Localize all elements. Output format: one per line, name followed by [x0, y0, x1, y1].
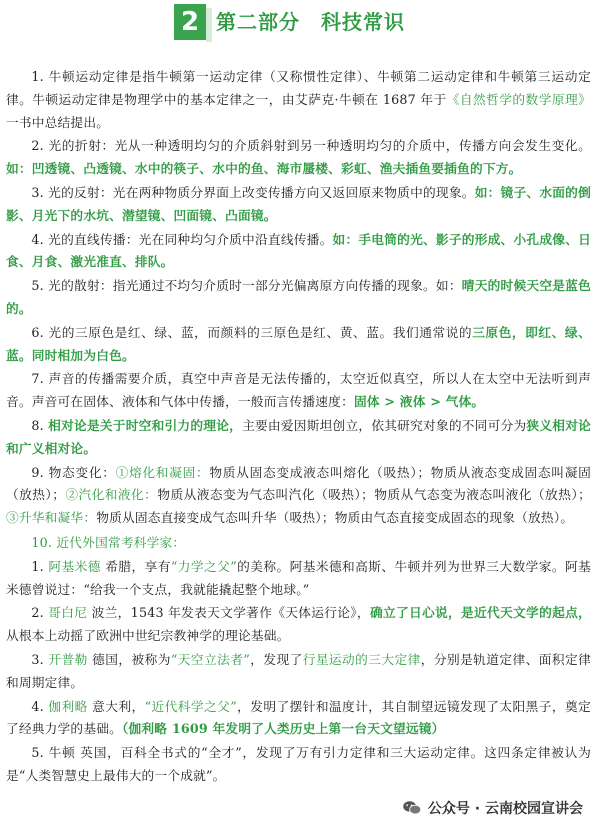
- scientist-4-note: （伽利略 1609 年发明了人类历史上第一台天文望远镜）: [122, 721, 445, 737]
- article-body: [6, 66, 591, 789]
- scientist-4-text: 意大利，: [87, 698, 145, 714]
- item-7-highlight: 固体 > 液体 > 气体。: [353, 394, 485, 410]
- item-9-label-2: ②汽化和液化：: [65, 487, 158, 503]
- item-9-text-2: 物质从液态变为气态叫汽化（吸热）；物质从气态变为液态叫液化（放热）；: [157, 487, 592, 503]
- item-9-text-3: 物质从固态直接变成气态叫升华（吸热）；物质由气态直接变成固态的现象（放热）。: [96, 510, 574, 526]
- scientist-1-text: 希腊，享有: [100, 558, 171, 574]
- scientist-4-text-2: ，发明了摆针和温度计，其自制望远镜发现了太阳黑子，奠定了经典力学的基础。: [6, 698, 591, 737]
- badge-shadow: [206, 8, 212, 42]
- item-9-label-1: ①熔化和凝固：: [115, 464, 210, 480]
- scientist-3: [6, 649, 591, 695]
- scientist-3-text-end: ，分别是轨道定律、面积定律和周期定律。: [6, 651, 591, 690]
- item-8-number: 8.: [31, 417, 49, 433]
- item-3-text: 3. 光的反射：光在两种物质分界面上改变传播方向又返回原来物质中的现象。: [31, 184, 475, 200]
- watermark-footer: [398, 796, 587, 820]
- item-4-text: 4. 光的直线传播：光在同种均匀介质中沿直线传播。: [31, 231, 333, 247]
- item-6-text: 6. 光的三原色是红、绿、蓝，而颜料的三原色是红、黄、蓝。我们通常说的: [31, 324, 473, 340]
- scientist-1-number: 1.: [31, 558, 49, 574]
- footer-text: 公众号 · 云南校园宣讲会: [427, 801, 583, 817]
- item-8-highlight-2: 狭义相对论和广义相对论。: [6, 417, 592, 456]
- item-5-text: 5. 光的散射：指光通过不均匀介质时一部分光偏离原方向传播的现象。如：: [31, 278, 462, 294]
- item-7-text: 7. 声音的传播需要介质，真空中声音是无法传播的，太空近似真空，所以人在太空中无法听到声音。声音可在固体、液体和气体中传播，一般而言传播速度：: [6, 371, 591, 410]
- item-5: [6, 275, 591, 321]
- item-4-examples: 如：手电筒的光、影子的形成、小孔成像、日食、月食、激光准直、排队。: [6, 231, 592, 270]
- scientist-4-title: “近代科学之父”: [144, 698, 237, 714]
- item-9-text-1: 物质从固态变成液态叫熔化（吸热）；物质从液态变成固态叫凝固（放热）；: [6, 464, 591, 503]
- scientist-4-name: 伽利略: [48, 698, 88, 714]
- item-1: [6, 66, 591, 134]
- scientist-2-number: 2.: [31, 605, 49, 621]
- item-7: [6, 368, 591, 414]
- section-number-badge: 2: [174, 4, 206, 40]
- item-6-highlight: 三原色，即红、绿、蓝。同时相加为白色。: [6, 324, 591, 363]
- scientist-1-title: “力学之父”: [170, 558, 237, 574]
- item-9-label-3: ③升华和凝华：: [6, 510, 97, 526]
- scientist-1-text-end: 的美称。阿基米德和高斯、牛顿并列为世界三大数学家。阿基米德曾说过：“给我一个支点，我就能撬起整个地球。”: [6, 558, 591, 597]
- scientist-2-text: 波兰，1543 年发表天文学著作《天体运行论》，: [87, 605, 370, 621]
- item-3-examples: 如：镜子、水面的倒影、月光下的水坑、潜望镜、凹面镜、凸面镜。: [6, 184, 591, 223]
- scientist-2-text-end: 从根本上动摇了欧洲中世纪宗教神学的理论基础。: [6, 628, 290, 644]
- scientist-1-name: 阿基米德: [48, 558, 101, 574]
- item-8-text: 主要由爱因斯坦创立，依其研究对象的不同可分为: [242, 417, 527, 433]
- scientist-2-highlight: 确立了日心说，是近代天文学的起点，: [369, 605, 591, 621]
- item-3: [6, 182, 591, 228]
- item-5-example: 晴天的时候天空是蓝色的。: [6, 278, 591, 316]
- item-9-text: 9. 物态变化：: [31, 464, 116, 480]
- item-2-examples: 如：凹透镜、凸透镜、水中的筷子、水中的鱼、海市蜃楼、彩虹、渔夫插鱼要插鱼的下方。: [6, 161, 522, 177]
- scientist-2-name: 哥白尼: [48, 605, 88, 621]
- wechat-icon: [402, 800, 422, 816]
- scientist-3-text-2: ，发现了: [250, 651, 303, 667]
- scientist-3-highlight: 行星运动的三大定律: [302, 651, 421, 667]
- item-4: [6, 229, 591, 275]
- item-1-text-end: 一书中总结提出。: [6, 114, 110, 130]
- scientist-3-name: 开普勒: [48, 651, 88, 667]
- scientist-4-number: 4.: [31, 698, 49, 714]
- scientist-2: [6, 602, 591, 648]
- item-6: [6, 322, 591, 368]
- item-1-text: 1. 牛顿运动定律是指牛顿第一运动定律（又称惯性定律）、牛顿第二运动定律和牛顿第三运动定律。牛顿运动定律是物理学中的基本定律之一，由艾萨克·牛顿在 1687 年于: [6, 69, 591, 107]
- scientist-3-title: “天空立法者”: [170, 651, 251, 667]
- item-9: [6, 462, 591, 530]
- item-1-book-title: 《自然哲学的数学原理》: [446, 91, 591, 107]
- item-8: [6, 415, 591, 461]
- scientist-3-number: 3.: [31, 651, 49, 667]
- scientist-1: [6, 556, 591, 602]
- item-10-heading: 10. 近代外国常考科学家：: [31, 534, 186, 550]
- scientist-5: [6, 742, 591, 788]
- item-2: [6, 135, 591, 181]
- section-title: 第二部分 科技常识: [216, 10, 405, 34]
- item-2-text: 2. 光的折射：光从一种透明均匀的介质斜射到另一种透明均匀的介质中，传播方向会发生变化。: [31, 138, 591, 154]
- scientist-5-text: 5. 牛顿 英国，百科全书式的“全才”，发现了万有引力定律和三大运动定律。这四条定律被认为是“人类智慧史上最伟大的一个成就”。: [6, 745, 591, 783]
- section-header: [0, 0, 599, 44]
- item-8-highlight-1: 相对论是关于时空和引力的理论，: [48, 417, 243, 433]
- scientist-3-text: 德国，被称为: [87, 651, 171, 667]
- scientist-4: [6, 696, 591, 742]
